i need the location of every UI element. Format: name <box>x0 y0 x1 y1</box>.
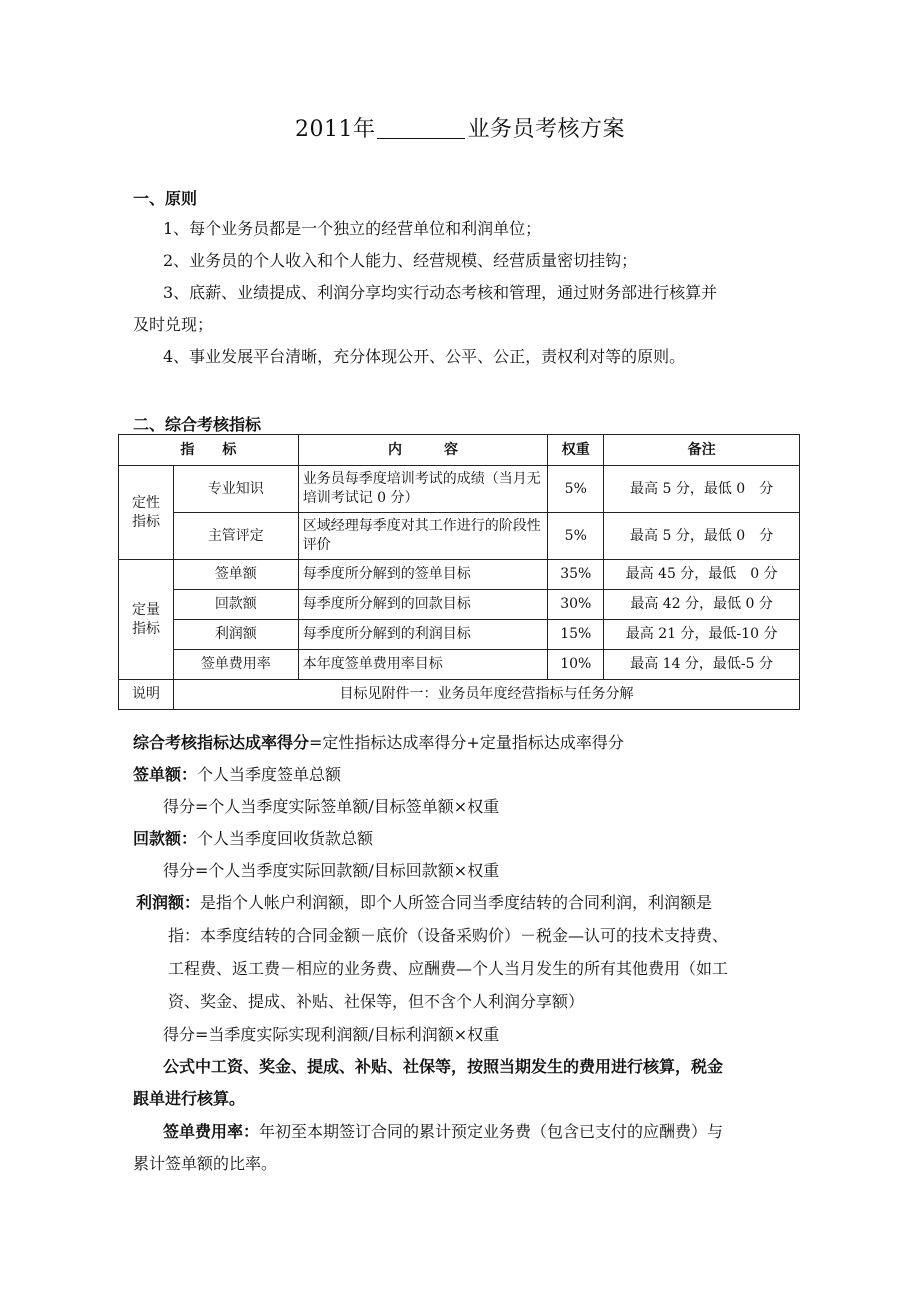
fee-label: 签单费用率： <box>163 1122 260 1141</box>
section2-heading: 二、综合考核指标 <box>133 415 262 434</box>
table-row <box>119 590 800 620</box>
sign-line <box>133 765 341 785</box>
page-title <box>0 112 920 143</box>
table-row <box>119 466 800 513</box>
sign-formula: 得分=个人当季度实际签单额/目标签单额×权重 <box>163 797 500 816</box>
title-year: 2011年 <box>294 117 376 142</box>
header-content: 内 容 <box>298 435 548 466</box>
row-item: 利润额 <box>173 620 298 650</box>
title-blank-line <box>377 118 465 139</box>
principle-2: 2、业务员的个人收入和个人能力、经营规模、经营质量密切挂钩； <box>163 251 638 270</box>
principle-1: 1、每个业务员都是一个独立的经营单位和利润单位； <box>163 219 542 238</box>
fee-line <box>163 1122 723 1142</box>
footer-text: 目标见附件一：业务员年度经营指标与任务分解 <box>173 680 799 710</box>
profit-text-3: 工程费、返工费－相应的业务费、应酬费—个人当月发生的所有其他费用（如工 <box>168 959 729 978</box>
payment-line <box>133 829 373 849</box>
row-weight: 10% <box>548 650 604 680</box>
header-note: 备注 <box>604 435 800 466</box>
principle-3-cont: 及时兑现； <box>133 315 214 334</box>
title-text: 业务员考核方案 <box>467 117 625 142</box>
payment-label: 回款额： <box>133 829 198 848</box>
group-qualitative: 定性 指标 <box>119 466 174 560</box>
formula-note-1: 公式中工资、奖金、提成、补贴、社保等，按照当期发生的费用进行核算，税金 <box>163 1057 724 1076</box>
fee-text: 年初至本期签订合同的累计预定业务费（包含已支付的应酬费）与 <box>259 1122 724 1141</box>
row-weight: 5% <box>548 466 604 513</box>
sign-label: 签单额： <box>133 765 198 784</box>
header-indicator: 指 标 <box>119 435 299 466</box>
row-weight: 35% <box>548 560 604 590</box>
row-weight: 30% <box>548 590 604 620</box>
row-note: 最高 5 分，最低 0 分 <box>604 513 800 560</box>
payment-formula: 得分=个人当季度实际回款额/目标回款额×权重 <box>163 861 500 880</box>
row-weight: 5% <box>548 513 604 560</box>
profit-text-2: 指：本季度结转的合同金额－底价（设备采购价）－税金—认可的技术支持费、 <box>168 926 729 945</box>
row-content: 每季度所分解到的利润目标 <box>298 620 548 650</box>
header-weight: 权重 <box>548 435 604 466</box>
row-content: 每季度所分解到的签单目标 <box>298 560 548 590</box>
table-footer-row <box>119 680 800 710</box>
row-note: 最高 42 分，最低 0 分 <box>604 590 800 620</box>
profit-line <box>136 893 712 913</box>
table-row <box>119 513 800 560</box>
rate-text: =定性指标达成率得分+定量指标达成率得分 <box>309 733 624 752</box>
footer-label: 说明 <box>119 680 174 710</box>
profit-text: 是指个人帐户利润额，即个人所签合同当季度结转的合同利润，利润额是 <box>200 893 713 912</box>
sign-text: 个人当季度签单总额 <box>197 765 342 784</box>
index-table <box>118 434 800 710</box>
profit-text-4: 资、奖金、提成、补贴、社保等，但不含个人利润分享额） <box>168 992 585 1011</box>
table-row <box>119 620 800 650</box>
row-content: 本年度签单费用率目标 <box>298 650 548 680</box>
profit-formula: 得分=当季度实际实现利润额/目标利润额×权重 <box>163 1025 500 1044</box>
formula-note-2: 跟单进行核算。 <box>133 1089 246 1108</box>
rate-line <box>133 733 624 753</box>
row-item: 签单费用率 <box>173 650 298 680</box>
section1-heading: 一、原则 <box>133 189 198 208</box>
table-row <box>119 560 800 590</box>
row-note: 最高 14 分，最低-5 分 <box>604 650 800 680</box>
group-quantitative: 定量 指标 <box>119 560 174 680</box>
principle-4: 4、事业发展平台清晰，充分体现公开、公平、公正，责权利对等的原则。 <box>163 347 686 366</box>
row-weight: 15% <box>548 620 604 650</box>
row-content: 业务员每季度培训考试的成绩（当月无培训考试记 0 分） <box>298 466 548 513</box>
profit-label: 利润额： <box>136 893 201 912</box>
principle-3: 3、底薪、业绩提成、利润分享均实行动态考核和管理，通过财务部进行核算并 <box>163 283 718 302</box>
table-row <box>119 650 800 680</box>
payment-text: 个人当季度回收货款总额 <box>197 829 374 848</box>
row-item: 主管评定 <box>173 513 298 560</box>
row-item: 专业知识 <box>173 466 298 513</box>
row-content: 区域经理每季度对其工作进行的阶段性评价 <box>298 513 548 560</box>
table-header-row <box>119 435 800 466</box>
fee-line-2: 累计签单额的比率。 <box>133 1154 278 1173</box>
row-item: 回款额 <box>173 590 298 620</box>
rate-label: 综合考核指标达成率得分 <box>133 733 310 752</box>
row-note: 最高 45 分，最低 0 分 <box>604 560 800 590</box>
row-note: 最高 21 分，最低-10 分 <box>604 620 800 650</box>
row-note: 最高 5 分，最低 0 分 <box>604 466 800 513</box>
row-item: 签单额 <box>173 560 298 590</box>
row-content: 每季度所分解到的回款目标 <box>298 590 548 620</box>
